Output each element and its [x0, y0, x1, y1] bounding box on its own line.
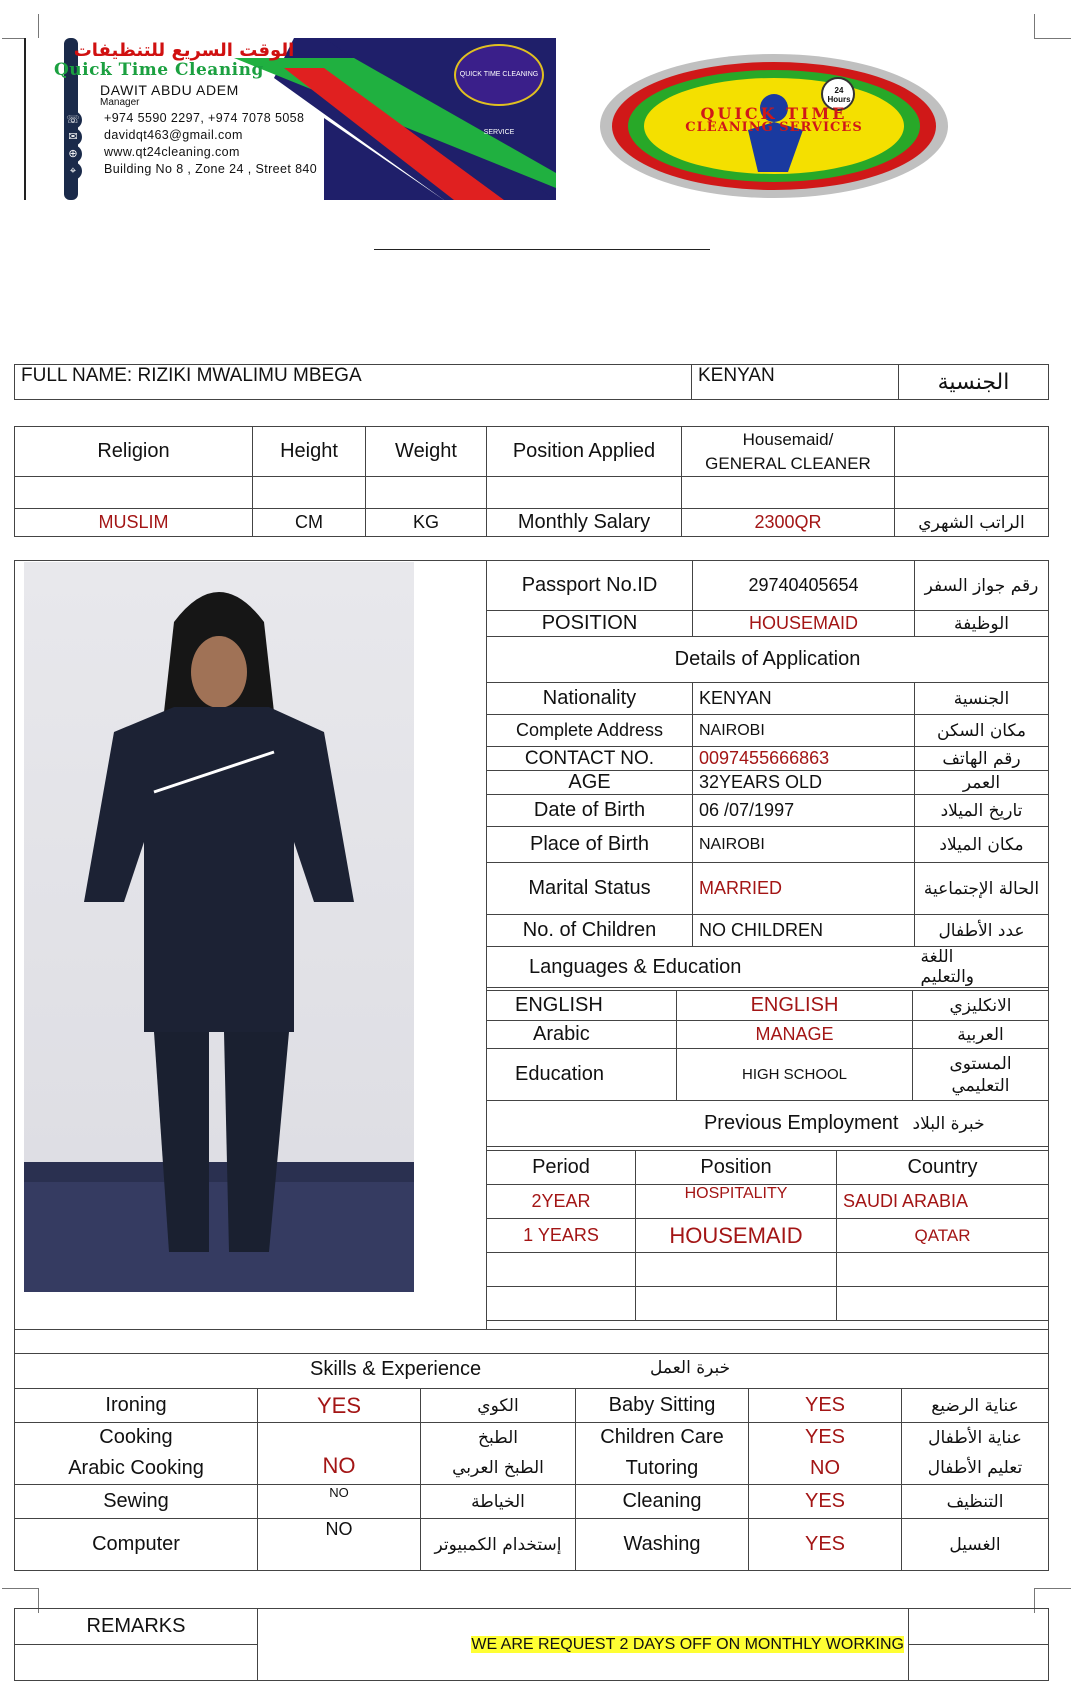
height-label: Height — [253, 427, 366, 477]
skill-value: NO — [258, 1519, 421, 1571]
languages-section-title-ar: اللغة والتعليم — [915, 947, 1049, 988]
detail-label-ar: العمر — [915, 771, 1049, 795]
languages-table — [486, 990, 1049, 1147]
phone-icon: ☏ — [64, 111, 82, 129]
language-label: Arabic — [487, 1021, 677, 1049]
logo-badge: 24 Hours — [827, 86, 851, 104]
skill-label: Tutoring — [576, 1453, 749, 1485]
full-name: FULL NAME: RIZIKI MWALIMU MBEGA — [15, 365, 692, 400]
passport-label-ar: رقم جواز السفر — [915, 561, 1049, 611]
nationality-label-ar: الجنسية — [899, 365, 1049, 400]
detail-label: Complete Address — [487, 715, 693, 747]
skill-label-ar: التنظيف — [902, 1485, 1049, 1519]
education-label-ar: المستوى التعليمي — [913, 1049, 1049, 1101]
skill-label-ar: الطبخ العربي — [421, 1453, 576, 1485]
detail-label: CONTACT NO. — [487, 747, 693, 771]
card-person-role: Manager — [100, 97, 140, 108]
frame-bottom-line — [14, 1329, 1049, 1330]
employment-period: 1 YEARS — [487, 1219, 636, 1253]
remarks-label: REMARKS — [15, 1609, 258, 1645]
religion-label: Religion — [15, 427, 253, 477]
weight-value: KG — [366, 509, 487, 537]
skill-label: Baby Sitting — [576, 1389, 749, 1423]
weight-label: Weight — [366, 427, 487, 477]
passport-label: Passport No.ID — [487, 561, 693, 611]
skill-value: YES — [749, 1389, 902, 1423]
card-website: www.qt24cleaning.com — [104, 145, 240, 159]
basics-empty-cell — [895, 427, 1049, 477]
employment-position: HOSPITALITY — [636, 1185, 837, 1219]
logo-line2: CLEANING SERVICES — [685, 120, 863, 135]
skill-label: Computer — [15, 1519, 258, 1571]
card-company-name: Quick Time Cleaning — [54, 60, 264, 80]
employment-table — [486, 1150, 1049, 1321]
employment-header: Period — [487, 1151, 636, 1185]
card-arabic-name: الوقت السريع للتنظيفات — [73, 40, 295, 61]
skill-label-ar: الكوي — [421, 1389, 576, 1423]
skill-label-ar: الطبخ — [421, 1423, 576, 1453]
card-badge: QUICK TIME CLEANING SERVICE — [454, 44, 544, 106]
detail-label-ar: الحالة الإجتماعية — [915, 863, 1049, 915]
skills-section-title: Skills & Experience — [310, 1358, 482, 1380]
detail-label-ar: مكان الميلاد — [915, 827, 1049, 863]
name-table — [14, 364, 1049, 400]
detail-label-ar: تاريخ الميلاد — [915, 795, 1049, 827]
position-applied-label: Position Applied — [487, 427, 682, 477]
skill-value: YES — [258, 1389, 421, 1423]
skill-label-ar: الخياطة — [421, 1485, 576, 1519]
photo-figure — [24, 562, 414, 1292]
skill-label: Sewing — [15, 1485, 258, 1519]
education-value: HIGH SCHOOL — [677, 1049, 913, 1101]
candidate-photo — [24, 562, 414, 1292]
skill-label: Cooking — [15, 1423, 258, 1453]
language-label: ENGLISH — [487, 991, 677, 1021]
card-person-name: DAWIT ABDU ADEM — [100, 82, 239, 98]
skill-label: Arabic Cooking — [15, 1453, 258, 1485]
employment-country: SAUDI ARABIA — [837, 1185, 1049, 1219]
skill-value — [258, 1423, 421, 1453]
position-label: POSITION — [487, 611, 693, 637]
detail-value: 0097455666863 — [693, 747, 915, 771]
education-label: Education — [487, 1049, 677, 1101]
employment-header: Position — [636, 1151, 837, 1185]
position-applied-value: Housemaid/ GENERAL CLEANER — [682, 427, 895, 477]
position-label-ar: الوظيفة — [915, 611, 1049, 637]
skill-label-ar: عناية الرضيع — [902, 1389, 1049, 1423]
skills-table — [14, 1388, 1049, 1571]
employment-country: QATAR — [837, 1219, 1049, 1253]
detail-value: NO CHILDREN — [693, 915, 915, 947]
position-value: HOUSEMAID — [693, 611, 915, 637]
skill-value: NO — [258, 1485, 421, 1519]
skill-label: Ironing — [15, 1389, 258, 1423]
header-underline — [374, 249, 710, 250]
details-section-title: Details of Application — [487, 637, 1049, 683]
business-card — [24, 38, 556, 200]
detail-value: MARRIED — [693, 863, 915, 915]
globe-icon: ⊕ — [64, 145, 82, 163]
skill-label: Washing — [576, 1519, 749, 1571]
corner-mark-top-left — [2, 14, 39, 39]
logo-line1: QUICK TIME — [700, 104, 848, 123]
detail-value: NAIROBI — [693, 827, 915, 863]
skill-value: NO — [258, 1453, 421, 1485]
language-label-ar: العربية — [913, 1021, 1049, 1049]
basics-table — [14, 426, 1049, 537]
employment-section-title-ar: خبرة البلاد — [913, 1101, 1049, 1147]
card-phone: +974 5590 2297, +974 7078 5058 — [104, 111, 305, 125]
skill-label-ar: إستخدام الكمبيوتر — [421, 1519, 576, 1571]
skill-value: YES — [749, 1485, 902, 1519]
passport-value: 29740405654 — [693, 561, 915, 611]
detail-label: Place of Birth — [487, 827, 693, 863]
salary-value: 2300QR — [682, 509, 895, 537]
skill-value: YES — [749, 1423, 902, 1453]
language-label-ar: الانكليزي — [913, 991, 1049, 1021]
details-table — [486, 560, 1049, 988]
detail-label: AGE — [487, 771, 693, 795]
detail-value: 32YEARS OLD — [693, 771, 915, 795]
skills-section-title-ar: خبرة العمل — [650, 1358, 731, 1378]
skill-label-ar: تعليم الأطفال — [902, 1453, 1049, 1485]
detail-label: Nationality — [487, 683, 693, 715]
religion-value: MUSLIM — [15, 509, 253, 537]
salary-label-ar: الراتب الشهري — [895, 509, 1049, 537]
languages-section-title: Languages & Education — [487, 947, 915, 988]
detail-label-ar: عدد الأطفال — [915, 915, 1049, 947]
email-icon: ✉ — [64, 128, 82, 146]
detail-value: 06 /07/1997 — [693, 795, 915, 827]
card-address: Building No 8 , Zone 24 , Street 840 — [104, 162, 318, 176]
detail-value: KENYAN — [693, 683, 915, 715]
remarks-text: WE ARE REQUEST 2 DAYS OFF ON MONTHLY WORKING — [471, 1635, 904, 1653]
language-value: MANAGE — [677, 1021, 913, 1049]
detail-label-ar: الجنسية — [915, 683, 1049, 715]
employment-period: 2YEAR — [487, 1185, 636, 1219]
salary-label: Monthly Salary — [487, 509, 682, 537]
skill-value: YES — [749, 1519, 902, 1571]
location-icon: ⌖ — [64, 162, 82, 180]
detail-label: Marital Status — [487, 863, 693, 915]
detail-value: NAIROBI — [693, 715, 915, 747]
skill-label-ar: عناية الأطفال — [902, 1423, 1049, 1453]
employment-position: HOUSEMAID — [636, 1219, 837, 1253]
employment-section-title: Previous Employment — [487, 1101, 913, 1147]
height-value: CM — [253, 509, 366, 537]
skills-title-row — [14, 1354, 1049, 1388]
company-logo — [598, 52, 950, 200]
corner-mark-top-right — [1034, 14, 1071, 39]
skill-label-ar: الغسيل — [902, 1519, 1049, 1571]
detail-label-ar: مكان السكن — [915, 715, 1049, 747]
detail-label: No. of Children — [487, 915, 693, 947]
skill-label: Children Care — [576, 1423, 749, 1453]
skill-label: Cleaning — [576, 1485, 749, 1519]
language-value: ENGLISH — [677, 991, 913, 1021]
detail-label: Date of Birth — [487, 795, 693, 827]
employment-header: Country — [837, 1151, 1049, 1185]
nationality-value: KENYAN — [692, 365, 899, 400]
detail-label-ar: رقم الهاتف — [915, 747, 1049, 771]
skill-value: NO — [749, 1453, 902, 1485]
card-email: davidqt463@gmail.com — [104, 128, 243, 142]
remarks-table — [14, 1608, 1049, 1681]
